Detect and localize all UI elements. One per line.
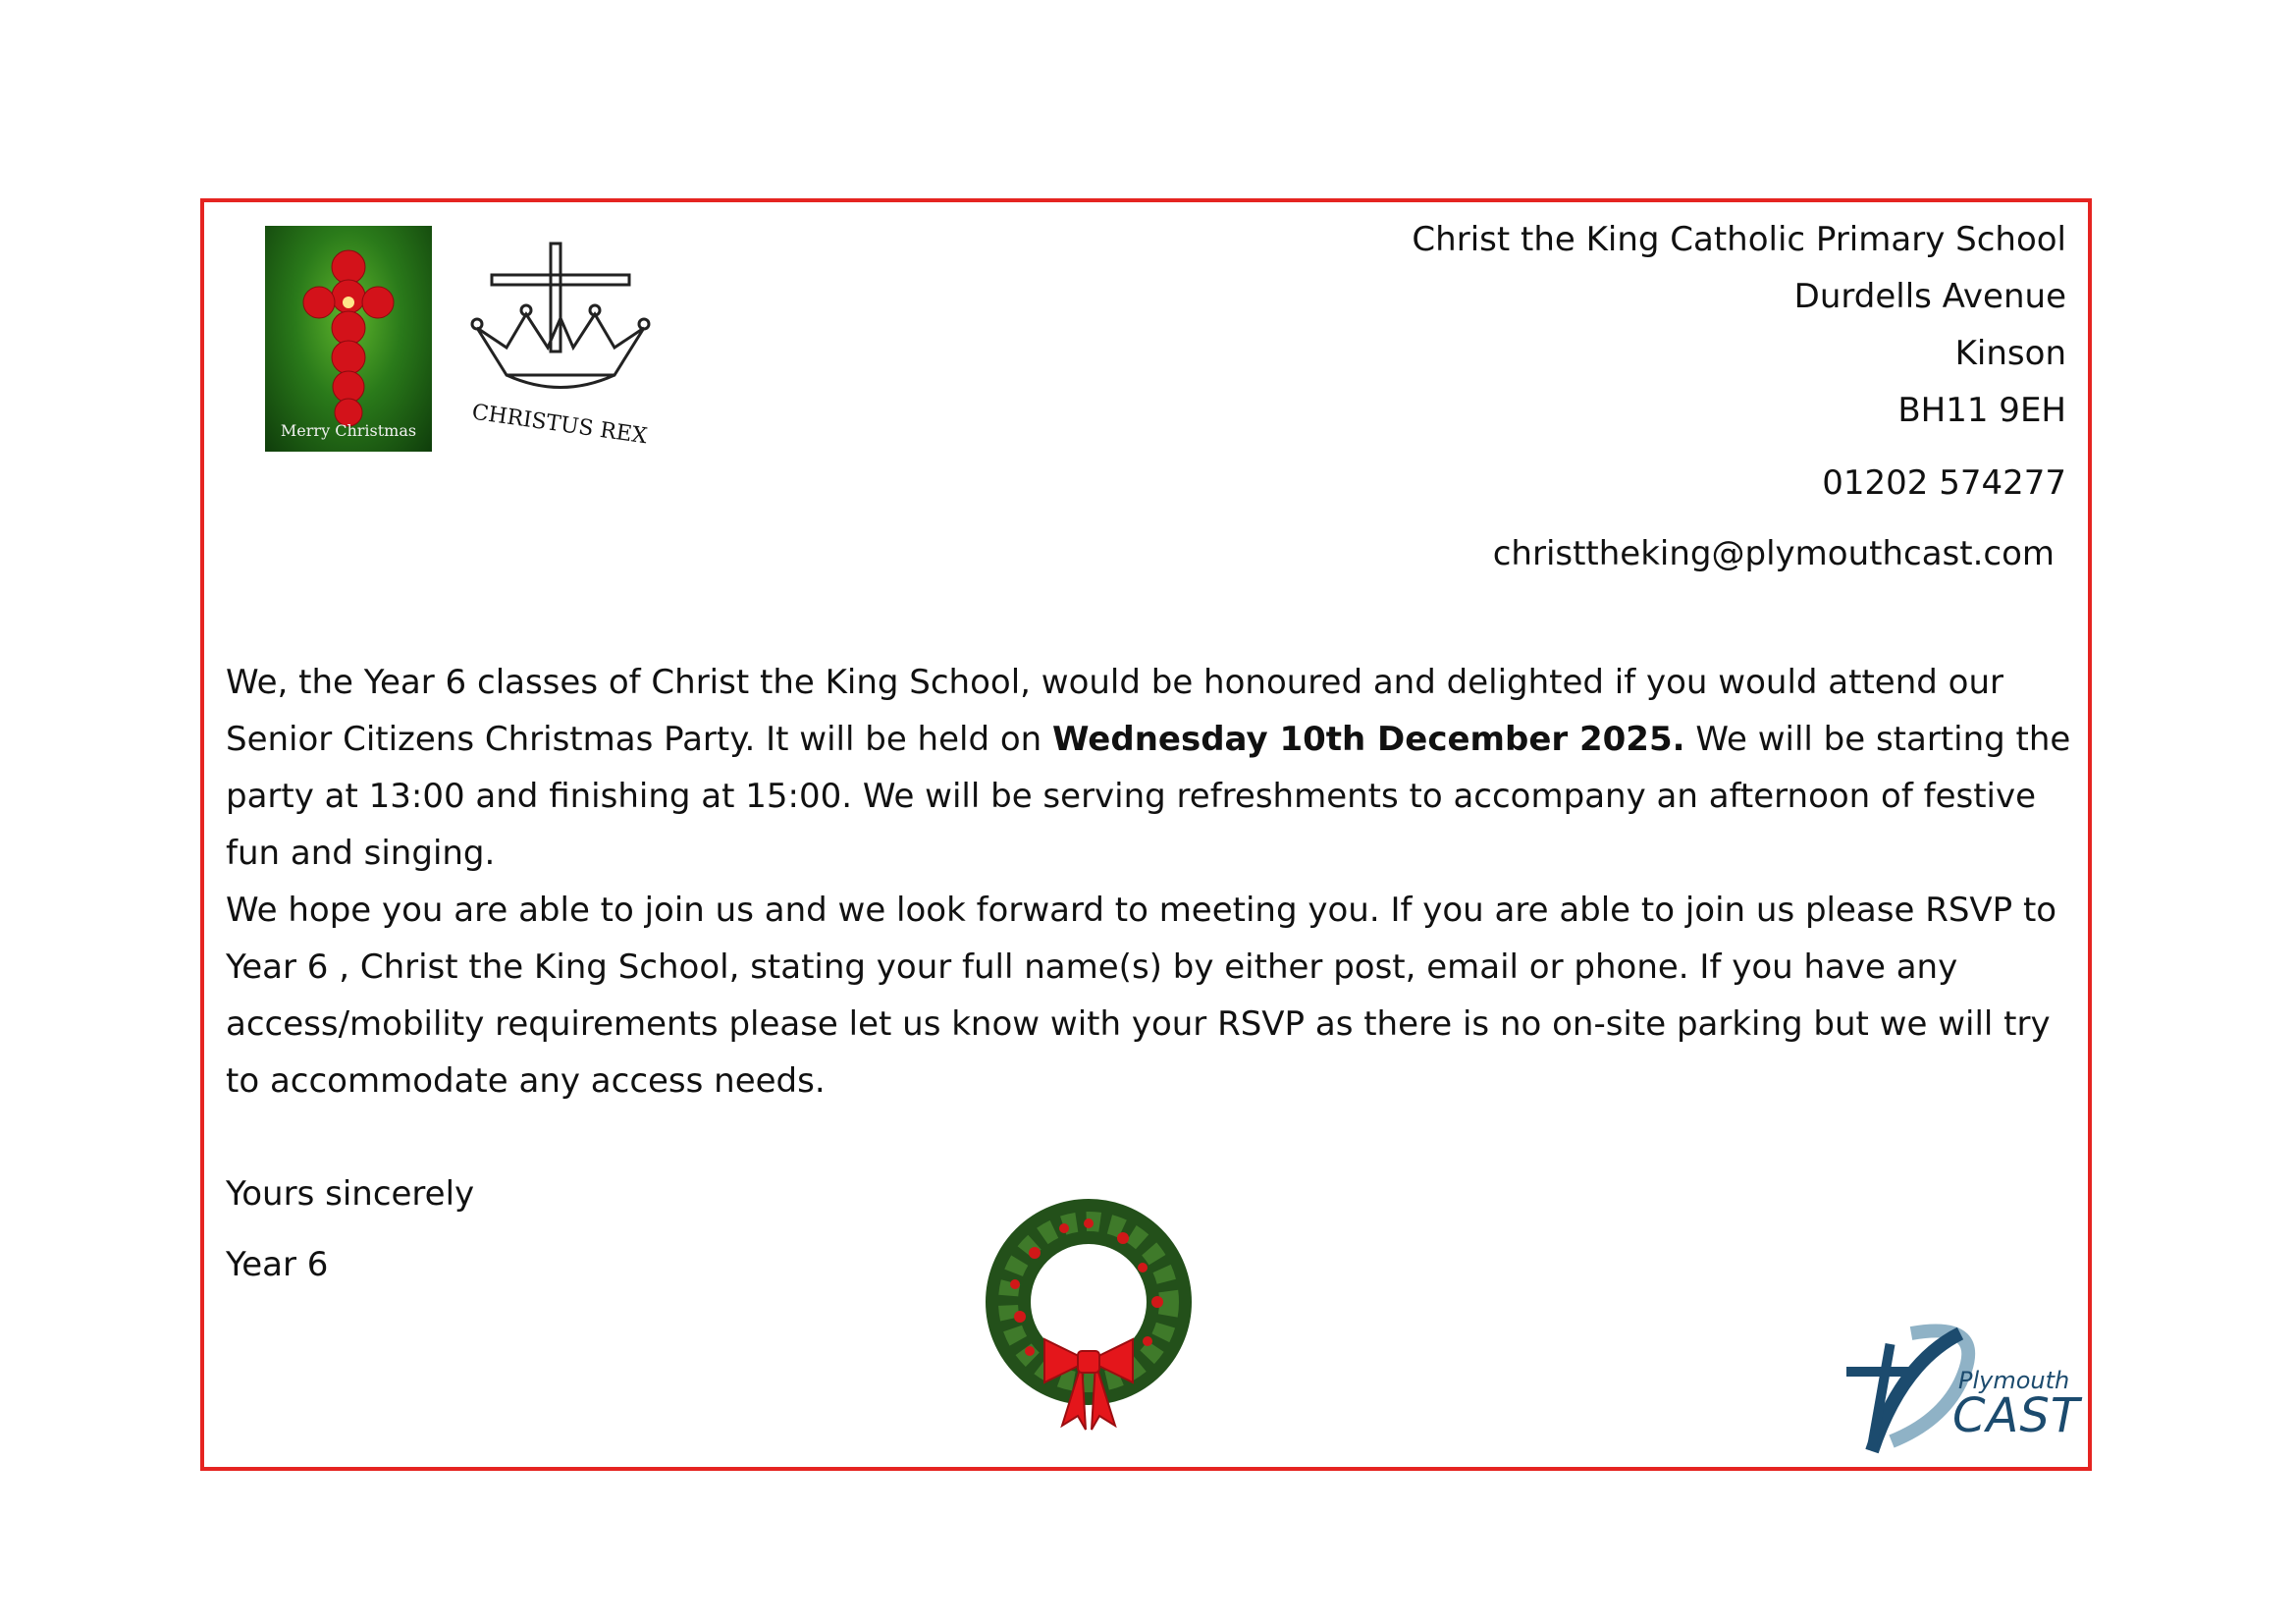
- logo-text-cast: CAST: [1952, 1388, 2081, 1443]
- paragraph-text-start: We, the Year 6 classes of Christ the King School, would be honoured and delighted if you would attend our Senior Citizens Christmas Party. It will be held on: [226, 663, 2003, 759]
- area-name: Kinson: [1954, 334, 2066, 373]
- card-caption: Merry Christmas: [280, 421, 417, 440]
- christmas-wreath-image: [976, 1194, 1201, 1435]
- phone-number: 01202 574277: [1822, 463, 2066, 503]
- rsvp-paragraph: We hope you are able to join us and we look forward to meeting you. If you are able to join us please RSVP to Year 6 , Christ the King School, stating your full name(s) by either post, email or phone. If you have any access/mobility requirements please let us know with your RSVP as there is no on-site parking but we will try to accommodate any access needs.: [226, 891, 2057, 1101]
- postcode: BH11 9EH: [1897, 391, 2066, 430]
- invitation-paragraph: [226, 654, 2071, 882]
- signature: Year 6: [226, 1245, 329, 1284]
- christus-rex-crest: [467, 238, 654, 454]
- street-address: Durdells Avenue: [1793, 277, 2066, 316]
- logo-text-plymouth: Plymouth: [1958, 1367, 2070, 1394]
- christmas-card-image: [265, 226, 432, 452]
- email-address: christtheking@plymouthcast.com: [1492, 534, 2055, 573]
- crest-motto: CHRISTUS REX: [470, 400, 649, 450]
- event-date: Wednesday 10th December 2025.: [1052, 720, 1685, 759]
- paragraph-text-end: We will be starting the party at 13:00 and finishing at 15:00. We will be serving refreshments to accompany an afternoon of festive fun and singing.: [226, 720, 2071, 873]
- invitation-frame: [200, 198, 2092, 1471]
- crown-cross-icon: [467, 238, 654, 424]
- plymouth-cast-logo: [1842, 1324, 2081, 1461]
- school-name: Christ the King Catholic Primary School: [1412, 220, 2066, 259]
- closing-line: Yours sincerely: [226, 1174, 475, 1214]
